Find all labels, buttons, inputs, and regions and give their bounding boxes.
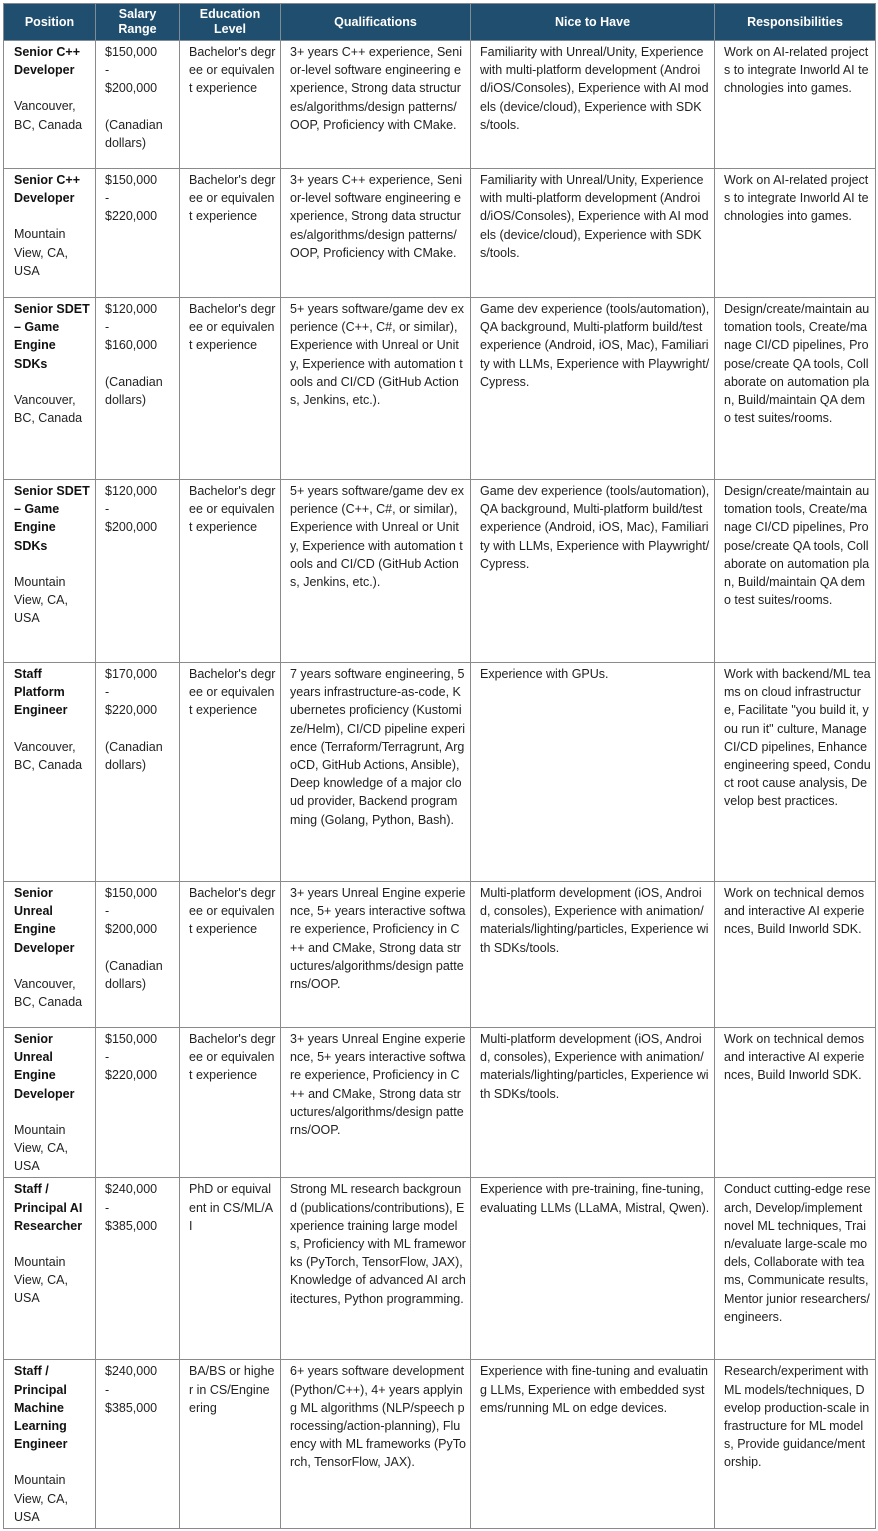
position-cell	[4, 1360, 96, 1529]
header-row	[4, 4, 876, 41]
qualifications-cell: 3+ years C++ experience, Senior-level software engineering experience, Strong data structures/algorithms/design patterns/OOP, Proficiency with CMake.	[281, 41, 471, 169]
salary-cell	[96, 480, 180, 663]
nice-to-have-cell: Experience with GPUs.	[471, 663, 715, 882]
nice-to-have-cell: Multi-platform development (iOS, Android, consoles), Experience with animation/materials/lighting/particles, Experience with SDKs/tools.	[471, 1028, 715, 1178]
education-cell: Bachelor's degree or equivalent experience	[180, 663, 281, 882]
salary-currency-note: (Canadian dollars)	[105, 958, 163, 991]
position-location: Vancouver, BC, Canada	[14, 99, 83, 132]
nice-to-have-cell: Game dev experience (tools/automation), QA background, Multi-platform build/test experience (Android, iOS, Mac), Familiarity with LLMs, Experience with Playwright/Cypress.	[471, 298, 715, 480]
responsibilities-cell: Work on AI-related projects to integrate Inworld AI technologies into games.	[715, 169, 876, 298]
salary-cell	[96, 1178, 180, 1360]
position-location: Vancouver, BC, Canada	[14, 739, 83, 772]
position-cell	[4, 663, 96, 882]
salary-low: $150,000	[105, 1032, 158, 1046]
position-title: Staff / Principal Machine Learning Engineer	[14, 1364, 68, 1452]
salary-currency-note: (Canadian dollars)	[105, 374, 163, 407]
salary-dash: -	[105, 191, 110, 206]
position-cell	[4, 169, 96, 298]
position-cell	[4, 41, 96, 169]
salary-cell	[96, 1028, 180, 1178]
responsibilities-cell: Design/create/maintain automation tools, Create/manage CI/CD pipelines, Propose/create QA tools, Collaborate on automation plan, Build/maintain QA demo test suites/rooms.	[715, 298, 876, 480]
table-row	[4, 169, 876, 298]
education-cell: Bachelor's degree or equivalent experience	[180, 298, 281, 480]
qualifications-cell: 5+ years software/game dev experience (C++, C#, or similar), Experience with Unreal or Unity, Experience with automation tools and CI/CD (GitHub Actions, Jenkins, etc.).	[281, 298, 471, 480]
education-cell: Bachelor's degree or equivalent experience	[180, 169, 281, 298]
responsibilities-cell: Work on technical demos and interactive AI experiences, Build Inworld SDK.	[715, 882, 876, 1028]
header-nice-to-have: Nice to Have	[471, 4, 715, 41]
table-row	[4, 1360, 876, 1529]
responsibilities-cell: Work on technical demos and interactive AI experiences, Build Inworld SDK.	[715, 1028, 876, 1178]
salary-high: $160,000	[105, 338, 158, 353]
table-row	[4, 298, 876, 480]
salary-high: $200,000	[105, 81, 158, 96]
position-location: Mountain View, CA, USA	[14, 227, 68, 278]
salary-cell	[96, 663, 180, 882]
job-listings-table	[3, 3, 876, 1529]
table-row	[4, 882, 876, 1028]
salary-dash: -	[105, 502, 110, 517]
education-cell: Bachelor's degree or equivalent experience	[180, 480, 281, 663]
qualifications-cell: 3+ years C++ experience, Senior-level software engineering experience, Strong data structures/algorithms/design patterns/OOP, Proficiency with CMake.	[281, 169, 471, 298]
salary-high: $220,000	[105, 703, 158, 718]
salary-dash: -	[105, 1382, 110, 1397]
table-row	[4, 1028, 876, 1178]
salary-low: $240,000	[105, 1182, 158, 1197]
salary-low: $120,000	[105, 484, 158, 498]
position-title: Staff / Principal AI Researcher	[14, 1182, 83, 1233]
salary-cell	[96, 41, 180, 169]
salary-cell	[96, 298, 180, 480]
nice-to-have-cell: Familiarity with Unreal/Unity, Experience with multi-platform development (Android/iOS/Consoles), Experience with AI models (device/cloud), Experience with SDKs/tools.	[471, 41, 715, 169]
salary-high: $200,000	[105, 520, 158, 535]
responsibilities-cell: Work with backend/ML teams on cloud infrastructure, Facilitate "you build it, you run it" culture, Manage CI/CD pipelines, Enhance engineering speed, Conduct root cause analysis, Develop best practices.	[715, 663, 876, 882]
salary-dash: -	[105, 1200, 110, 1215]
qualifications-cell: 6+ years software development (Python/C++), 4+ years applying ML algorithms (NLP/speech processing/action-planning), Fluency with ML frameworks (PyTorch, TensorFlow, JAX).	[281, 1360, 471, 1529]
salary-low: $150,000	[105, 45, 158, 59]
salary-dash: -	[105, 1050, 110, 1065]
salary-currency-note: (Canadian dollars)	[105, 739, 163, 772]
header-responsibilities: Responsibilities	[715, 4, 876, 41]
salary-dash: -	[105, 685, 110, 700]
table-row	[4, 480, 876, 663]
position-title: Staff Platform Engineer	[14, 667, 68, 718]
education-cell: PhD or equivalent in CS/ML/AI	[180, 1178, 281, 1360]
table-row	[4, 41, 876, 169]
salary-high: $385,000	[105, 1218, 158, 1233]
position-title: Senior C++ Developer	[14, 45, 80, 78]
position-title: Senior Unreal Engine Developer	[14, 1032, 75, 1101]
salary-high: $200,000	[105, 922, 158, 937]
salary-low: $150,000	[105, 173, 158, 187]
qualifications-cell: 3+ years Unreal Engine experience, 5+ years interactive software experience, Proficiency in C++ and CMake, Strong data structures/algorithms/design patterns/OOP.	[281, 882, 471, 1028]
position-title: Senior SDET – Game Engine SDKs	[14, 484, 90, 553]
position-title: Senior SDET – Game Engine SDKs	[14, 302, 90, 371]
education-cell: BA/BS or higher in CS/Engineering	[180, 1360, 281, 1529]
salary-high: $385,000	[105, 1400, 158, 1415]
position-location: Mountain View, CA, USA	[14, 1473, 68, 1524]
header-salary-range: Salary Range	[96, 4, 180, 41]
education-cell: Bachelor's degree or equivalent experience	[180, 1028, 281, 1178]
salary-high: $220,000	[105, 1068, 158, 1083]
education-cell: Bachelor's degree or equivalent experience	[180, 41, 281, 169]
position-cell	[4, 882, 96, 1028]
qualifications-cell: 5+ years software/game dev experience (C++, C#, or similar), Experience with Unreal or Unity, Experience with automation tools and CI/CD (GitHub Actions, Jenkins, etc.).	[281, 480, 471, 663]
salary-low: $240,000	[105, 1364, 158, 1379]
nice-to-have-cell: Game dev experience (tools/automation), QA background, Multi-platform build/test experience (Android, iOS, Mac), Familiarity with LLMs, Experience with Playwright/Cypress.	[471, 480, 715, 663]
qualifications-cell: Strong ML research background (publications/contributions), Experience training large models, Proficiency with ML frameworks (PyTorch, TensorFlow, JAX), Knowledge of advanced AI architectures, Python programming.	[281, 1178, 471, 1360]
qualifications-cell: 7 years software engineering, 5 years infrastructure-as-code, Kubernetes proficiency (Kustomize/Helm), CI/CD pipeline experience (Terraform/Terragrunt, ArgoCD, GitHub Actions, Ansible), Deep knowledge of a major cloud provider, Backend programming (Golang, Python, Bash).	[281, 663, 471, 882]
position-cell	[4, 480, 96, 663]
position-location: Mountain View, CA, USA	[14, 1122, 68, 1174]
salary-low: $150,000	[105, 886, 158, 900]
position-cell	[4, 1028, 96, 1178]
salary-currency-note: (Canadian dollars)	[105, 117, 163, 150]
table-row	[4, 1178, 876, 1360]
salary-dash: -	[105, 904, 110, 919]
salary-low: $170,000	[105, 667, 158, 681]
position-location: Mountain View, CA, USA	[14, 1255, 68, 1306]
header-position: Position	[4, 4, 96, 41]
header-qualifications: Qualifications	[281, 4, 471, 41]
header-education-level: Education Level	[180, 4, 281, 41]
nice-to-have-cell: Experience with fine-tuning and evaluating LLMs, Experience with embedded systems/running ML on edge devices.	[471, 1360, 715, 1529]
responsibilities-cell: Conduct cutting-edge research, Develop/implement novel ML techniques, Train/evaluate large-scale models, Collaborate with teams, Communicate results, Mentor junior researchers/engineers.	[715, 1178, 876, 1360]
nice-to-have-cell: Multi-platform development (iOS, Android, consoles), Experience with animation/materials/lighting/particles, Experience with SDKs/tools.	[471, 882, 715, 1028]
table-row	[4, 663, 876, 882]
salary-cell	[96, 169, 180, 298]
salary-high: $220,000	[105, 209, 158, 224]
position-cell	[4, 298, 96, 480]
position-location: Vancouver, BC, Canada	[14, 392, 83, 426]
responsibilities-cell: Work on AI-related projects to integrate Inworld AI technologies into games.	[715, 41, 876, 169]
position-location: Mountain View, CA, USA	[14, 574, 68, 626]
position-title: Senior C++ Developer	[14, 173, 80, 206]
education-cell: Bachelor's degree or equivalent experience	[180, 882, 281, 1028]
nice-to-have-cell: Experience with pre-training, fine-tuning, evaluating LLMs (LLaMA, Mistral, Qwen).	[471, 1178, 715, 1360]
responsibilities-cell: Research/experiment with ML models/techniques, Develop production-scale infrastructure for ML models, Provide guidance/mentorship.	[715, 1360, 876, 1529]
position-title: Senior Unreal Engine Developer	[14, 886, 75, 955]
position-cell	[4, 1178, 96, 1360]
salary-cell	[96, 1360, 180, 1529]
salary-dash: -	[105, 63, 110, 78]
salary-dash: -	[105, 320, 110, 335]
responsibilities-cell: Design/create/maintain automation tools, Create/manage CI/CD pipelines, Propose/create QA tools, Collaborate on automation plan, Build/maintain QA demo test suites/rooms.	[715, 480, 876, 663]
salary-cell	[96, 882, 180, 1028]
salary-low: $120,000	[105, 302, 158, 316]
nice-to-have-cell: Familiarity with Unreal/Unity, Experience with multi-platform development (Android/iOS/Consoles), Experience with AI models (device/cloud), Experience with SDKs/tools.	[471, 169, 715, 298]
position-location: Vancouver, BC, Canada	[14, 976, 83, 1010]
qualifications-cell: 3+ years Unreal Engine experience, 5+ years interactive software experience, Proficiency in C++ and CMake, Strong data structures/algorithms/design patterns/OOP.	[281, 1028, 471, 1178]
